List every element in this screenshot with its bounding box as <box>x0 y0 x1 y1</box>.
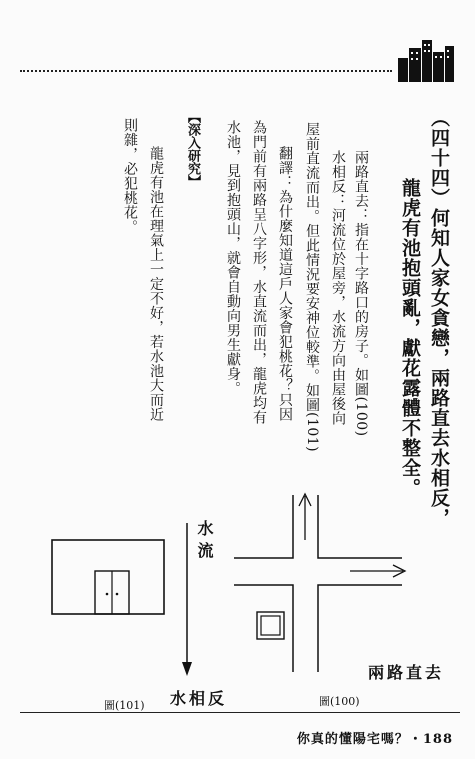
section-line-2: 則雜，必犯桃花。 <box>122 118 138 234</box>
figure-101-caption: 圖(101) <box>104 699 145 712</box>
road-edge-top-right <box>318 495 402 558</box>
title-line-1: 何知人家女貪戀，兩路直去水相反， <box>428 208 450 528</box>
figure-100-caption: 圖(100) <box>319 695 360 708</box>
title-number: （四十四） <box>428 108 450 208</box>
water-flow-arrowhead <box>182 662 192 676</box>
body-line-2: 水相反：河流位於屋旁，水流方向由屋後向 <box>330 150 346 426</box>
body-line-3: 屋前直流而出。但此情況要安神位較準。如圖(101) <box>304 122 320 453</box>
footer-rule <box>20 712 460 713</box>
water-flow-label: 水流 <box>195 520 214 564</box>
building-outline <box>52 540 164 614</box>
body-line-4: 翻譯：為什麼知道這戶人家會犯桃花？只因 <box>277 146 293 422</box>
two-roads-label: 兩路直去 <box>368 663 445 682</box>
section-line-1: 龍虎有池在理氣上一定不好，若水池大而近 <box>148 146 164 422</box>
title-line-2: 龍虎有池抱頭亂，獻花露體不整全。 <box>399 178 421 498</box>
body-line-6: 水池，見到抱頭山，就會自動向男生獻身。 <box>225 120 241 396</box>
page-footer: 你真的懂陽宅嗎？・188 <box>296 732 453 747</box>
water-reverse-label: 水相反 <box>170 689 228 708</box>
road-edge-top-left <box>234 495 293 558</box>
corner-house-inner <box>261 616 280 635</box>
body-line-1: 兩路直去：指在十字路口的房子。如圖(100) <box>353 150 369 437</box>
body-line-5: 為門前有兩路呈八字形，水直流而出，龍虎均有 <box>251 120 267 425</box>
road-edge-bottom-right <box>318 585 402 672</box>
section-heading: 【深入研究】 <box>185 110 200 188</box>
